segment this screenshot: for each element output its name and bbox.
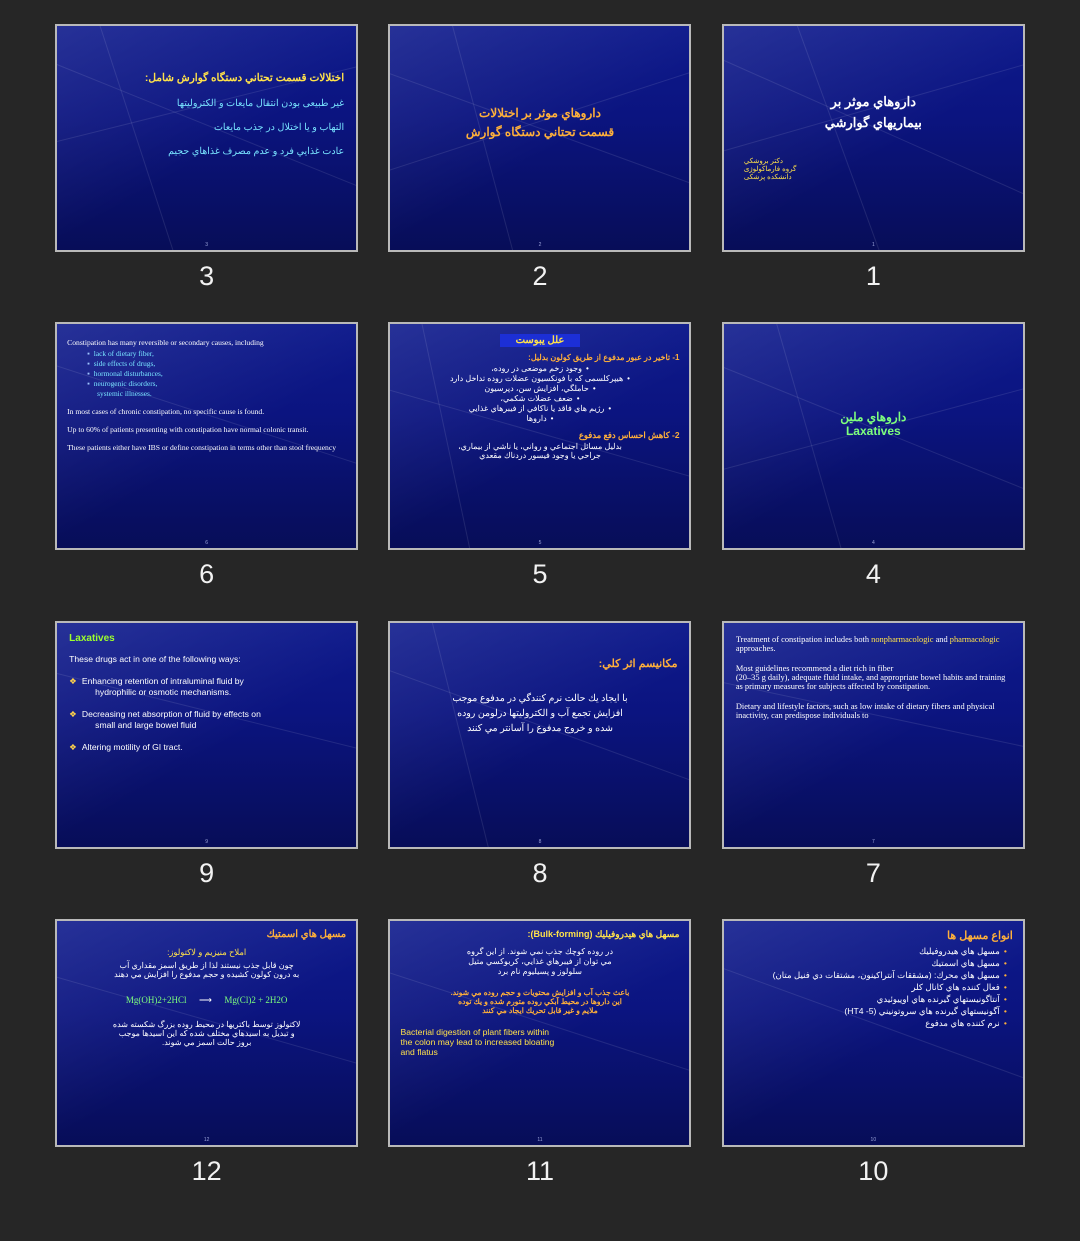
- paragraph-4: Dietary and lifestyle factors, such as low intake of dietary fibers and physical inactivity, can predispose individuals to: [735, 701, 995, 720]
- list-item: • حاملگي، افزایش سن، دپرسیون: [406, 384, 673, 393]
- slide-thumbnail-5[interactable]: [388, 322, 691, 550]
- paragraph-1-post: approaches.: [735, 643, 776, 653]
- slide-header: مکانیسم اثر کلي:: [598, 657, 678, 670]
- slide-page-number: 2: [538, 242, 542, 248]
- list-item: ❖ Altering motility of GI tract.: [69, 742, 344, 753]
- chemical-equation: [67, 990, 346, 1008]
- arrow-icon: ⟶: [198, 994, 212, 1005]
- list-item: • مسهل هاي اسمتیك: [740, 958, 1007, 969]
- list-item: • آنتاگونیستهاي گیرنده هاي اوپیوئیدي: [740, 994, 1007, 1005]
- list-item: ▪ neurogenic disorders,: [87, 379, 340, 388]
- bullet-list: [73, 349, 340, 398]
- slide-thumbnail-4[interactable]: [722, 322, 1025, 550]
- slide-header: علل یبوست: [500, 334, 581, 347]
- list-item: systemic illnesses.: [97, 389, 152, 399]
- slide-content: [390, 921, 689, 1145]
- slide-thumbnail-1[interactable]: [722, 24, 1025, 252]
- slide-cell-11[interactable]: [373, 919, 706, 1217]
- paragraph-3: Up to 60% of patients presenting with constipation have normal colonic transit.: [67, 425, 309, 435]
- slide-header: مسهل هاي اسمتیك: [266, 928, 347, 940]
- list-item: • نرم کننده هاي مدفوع: [740, 1018, 1007, 1029]
- body-line-2: به درون کولون کشیده و حجم مدفوع را افزایش مي دهند: [114, 969, 300, 979]
- slide-thumbnail-9[interactable]: [55, 621, 358, 849]
- slide-page-number: 12: [203, 1136, 210, 1143]
- formula-right: Mg(Cl)2 + 2H2O: [224, 994, 288, 1005]
- paragraph-1-pre: Treatment of constipation includes both: [735, 634, 872, 644]
- slide-header: مسهل هاي هیدروفیلیك (Bulk-forming):: [527, 928, 680, 939]
- body-line-3: شده و خروج مدفوع را آسانتر مي کنند: [467, 721, 613, 733]
- list-item: ▪ side effects of drugs,: [87, 359, 340, 368]
- tail-line-2: و تبدیل به اسیدهاي مختلف شده که این اسیدها موجب: [118, 1028, 295, 1038]
- section-1-list: [406, 364, 673, 423]
- list-item: ❖ Enhancing retention of intraluminal fluid by: [69, 676, 344, 687]
- slide-thumbnail-11[interactable]: [388, 919, 691, 1147]
- highlight-pharmacologic: pharmacologic: [949, 634, 1000, 644]
- slide-thumbnail-7[interactable]: [722, 621, 1025, 849]
- orange-line-3: ملایم و غیر قابل تحریك ایجاد مي کنند: [482, 1005, 598, 1015]
- slide-content: [724, 324, 1023, 548]
- slide-header: انواع مسهل ها: [947, 929, 1013, 942]
- slide-title-line-1: داروهاي موثر بر اختلالات: [479, 106, 601, 120]
- byline-1: دكتر بروشكي: [743, 158, 783, 165]
- body-line-1: با ایجاد یك حالت نرم کنندگي در مدفوع موجب: [452, 691, 628, 703]
- formula-left: Mg(OH)2+2HCl: [125, 994, 187, 1005]
- list-item: • وجود زخم موضعی در روده،: [406, 364, 673, 373]
- body-line-2: مي توان از فیبرهاي غذایي، کربوکسي متیل: [468, 956, 612, 966]
- slide-cell-12[interactable]: [40, 919, 373, 1217]
- slide-thumbnail-12[interactable]: [55, 919, 358, 1147]
- thumbnail-number: 7: [865, 857, 881, 888]
- slide-page-number: 3: [205, 242, 209, 248]
- yellow-line-3: and flatus: [400, 1046, 438, 1057]
- paragraph-4: These patients either have IBS or define constipation in terms other than stool frequency: [67, 443, 337, 453]
- slide-content: [57, 26, 356, 250]
- slide-page-number: 4: [871, 540, 875, 547]
- thumbnail-number: 9: [199, 857, 215, 888]
- slide-thumbnail-6[interactable]: [55, 322, 358, 550]
- slide-thumbnail-10[interactable]: [722, 919, 1025, 1147]
- slide-content: [57, 623, 356, 847]
- tail-line-3: بروز حالت اسمز مي شوند.: [161, 1037, 252, 1047]
- tail-line-1: لاکتولوز توسط باکتریها در محیط روده بزرگ شکسته شده: [112, 1019, 301, 1029]
- slide-cell-5[interactable]: [373, 322, 706, 620]
- paragraph-2: In most cases of chronic constipation, no specific cause is found.: [67, 407, 265, 417]
- slide-title-line-2: قسمت تحتاني دستگاه گوارش: [465, 125, 615, 139]
- byline-2: گروه فارماکولوژی: [743, 166, 797, 173]
- list-item-sub: hydrophilic or osmotic mechanisms.: [95, 686, 232, 697]
- list-item: ▪ lack of dietary fiber,: [87, 349, 340, 358]
- thumbnail-number: 6: [199, 559, 215, 590]
- slide-page-number: 11: [537, 1136, 543, 1143]
- yellow-line-2: the colon may lead to increased bloating: [400, 1036, 555, 1047]
- slide-content: [390, 324, 689, 548]
- slide-content: [724, 26, 1023, 250]
- paragraph-1: Constipation has many reversible or secondary causes, including: [67, 338, 264, 348]
- slide-line-3: عادت غذايي فرد و عدم مصرف غذاهاي حجیم: [168, 146, 345, 157]
- list-item: • آگونیستهاي گیرنده هاي سروتونیني (5- HT4): [740, 1006, 1007, 1017]
- slide-page-number: 7: [871, 838, 875, 845]
- thumbnail-number: 12: [191, 1155, 222, 1186]
- orange-line-1: باعث جذب آب و افزایش محتویات و حجم روده مي شوند.: [450, 987, 630, 997]
- body-line-3: سلولوز و پسیلیوم نام برد: [497, 966, 583, 976]
- bullet-list: [740, 946, 1007, 1029]
- list-item: • داروها: [406, 414, 673, 423]
- thumbnail-number: 10: [858, 1155, 889, 1186]
- slide-title-line-2: Laxatives: [845, 424, 901, 439]
- thumbnail-number: 5: [532, 559, 548, 590]
- byline-3: دانشكده پزشكی: [743, 174, 792, 181]
- slide-page-number: 1: [871, 242, 875, 248]
- slide-subheader: املاح منیزیم و لاکتولوز:: [167, 946, 247, 957]
- slide-cell-7[interactable]: [707, 621, 1040, 919]
- list-item: • مسهل هاي هیدروفیلیك: [740, 946, 1007, 957]
- thumbnail-number: 3: [199, 261, 215, 291]
- list-item: ▪ hormonal disturbances,: [87, 369, 340, 378]
- slide-cell-3[interactable]: [40, 24, 373, 322]
- highlight-nonpharmacologic: nonpharmacologic: [871, 634, 934, 644]
- slide-content: [390, 623, 689, 847]
- paragraph-3: (20–35 g daily), adequate fluid intake, and appropriate bowel habits and training as primary measures for subjects affected by constipation.: [735, 672, 1006, 691]
- body-line-1: چون قابل جذب نیستند لذا از طریق اسمز مقداري آب: [119, 960, 294, 970]
- slide-page-number: 8: [538, 838, 542, 845]
- list-item-sub: small and large bowel fluid: [95, 719, 197, 730]
- section-1-title: 1- تاخیر در عبور مدفوع از طریق کولون بدلیل:: [528, 353, 680, 363]
- slide-page-number: 5: [538, 540, 542, 547]
- slide-thumbnail-3[interactable]: [55, 24, 358, 252]
- slide-cell-2[interactable]: [373, 24, 706, 322]
- slide-content: [57, 324, 356, 548]
- paragraph-1-mid: and: [933, 634, 950, 644]
- slide-cell-8[interactable]: [373, 621, 706, 919]
- yellow-line-1: Bacterial digestion of plant fibers within: [400, 1026, 550, 1037]
- slide-cell-9[interactable]: [40, 621, 373, 919]
- body-line-2: افزایش تجمع آب و الکترولیتها درلومن روده: [457, 706, 623, 718]
- list-item: • فعال کننده هاي کانال کلر: [740, 982, 1007, 993]
- slide-cell-1[interactable]: [707, 24, 1040, 322]
- slide-cell-4[interactable]: [707, 322, 1040, 620]
- paragraph-2: Most guidelines recommend a diet rich in fiber: [735, 663, 894, 673]
- thumbnail-number: 11: [525, 1155, 554, 1186]
- paragraph-1: [736, 635, 1011, 653]
- slide-cell-10[interactable]: [707, 919, 1040, 1217]
- slide-line-1: غیر طبیعی بودن انتقال مایعات و الکترولیتها: [176, 98, 345, 109]
- slide-thumbnail-8[interactable]: [388, 621, 691, 849]
- intro-text: These drugs act in one of the following ways:: [69, 653, 241, 664]
- slide-page-number: 10: [870, 1136, 877, 1143]
- slide-title-line-1: داروهاي موثر بر: [830, 94, 917, 109]
- section-2-line-1: بدلیل مسائل اجتماعي و رواني، یا ناشي از بیماري،: [458, 442, 622, 452]
- orange-line-2: این داروها در محیط آبكي روده متورم شده و یك توده: [458, 996, 622, 1006]
- slide-line-2: التهاب و یا اختلال در جذب مایعات: [213, 122, 345, 133]
- list-item: • هیپرکلسمی که با فونکسیون عضلات روده تداخل دارد: [406, 374, 673, 383]
- slide-title: اختلالات قسمت تحتاني دستگاه گوارش شامل:: [144, 72, 345, 84]
- slide-page-number: 6: [205, 540, 209, 547]
- slide-content: [724, 921, 1023, 1145]
- slide-header: Laxatives: [69, 632, 115, 644]
- slide-page-number: 9: [205, 838, 209, 845]
- section-2-line-2: جراحي یا وجود فیسور دردناك مقعدي: [479, 451, 601, 461]
- thumbnail-number: 2: [532, 261, 548, 291]
- slide-content: [57, 921, 356, 1145]
- body-line-1: در روده کوچك جذب نمي شوند. از این گروه: [466, 946, 614, 956]
- slide-title-line-2: بیماریهاي گوارشي: [824, 115, 922, 130]
- list-item: • ضعف عضلات شکمي،: [406, 394, 673, 403]
- section-2-title: 2- کاهش احساس دفع مدفوع: [578, 430, 680, 441]
- slide-cell-6[interactable]: [40, 322, 373, 620]
- list-item: • رژیم هاي فاقد یا ناکافي از فیبرهاي غذایي: [406, 404, 673, 413]
- list-item: • مسهل هاي محرك: (مشققات آنتراکینون، مشتقات دي فنیل متان): [740, 970, 1007, 981]
- slide-title-line-1: داروهاي ملین: [840, 410, 907, 425]
- slide-thumbnail-2[interactable]: [388, 24, 691, 252]
- slide-content: [724, 623, 1023, 847]
- thumbnail-number: 8: [532, 857, 548, 888]
- slide-content: [390, 26, 689, 250]
- thumbnail-number: 1: [865, 261, 881, 291]
- list-item: ❖ Decreasing net absorption of fluid by effects on: [69, 709, 344, 720]
- thumbnail-number: 4: [865, 559, 881, 590]
